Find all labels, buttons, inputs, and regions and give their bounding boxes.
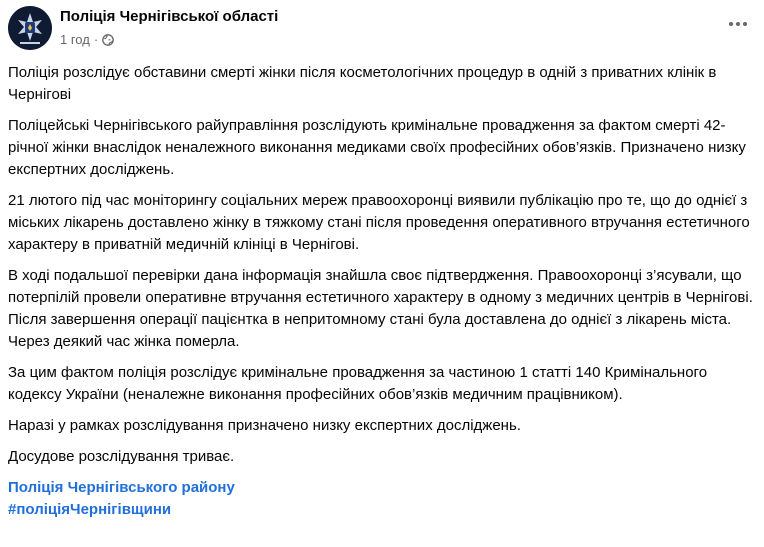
more-options-button[interactable] xyxy=(724,14,752,34)
police-emblem-icon xyxy=(8,6,52,50)
post-paragraph: В ході подальшої перевірки дана інформація знайшла своє підтвердження. Правоохоронці з’ясували, що потерпілій провели оперативне втручання естетичного характеру в одному з медичних центрів в Чернігові. Після завершення операції пацієнтка в непритомному стані була доставлена до однієї з лікарень міста. Через деякий час жінка померла. xyxy=(8,267,753,350)
post-paragraph: 21 лютого під час моніторингу соціальних мереж правоохоронці виявили публікацію про те, що до однієї з міських лікарень доставлено жінку в тяжкому стані після проведення оперативного втручання естетичного характеру в приватній медичній клініці в Чернігові. xyxy=(8,192,750,253)
more-dot xyxy=(729,22,733,26)
post-headline: Поліція розслідує обставини смерті жінки після косметологічних процедур в одній з приватних клінік в Чернігові xyxy=(8,64,717,103)
post-paragraph: Досудове розслідування триває. xyxy=(8,448,235,465)
more-dot xyxy=(736,22,740,26)
globe-icon[interactable] xyxy=(102,34,114,46)
page-name-link[interactable]: Поліція Чернігівської області xyxy=(60,8,279,25)
post-body xyxy=(8,62,758,521)
post-header xyxy=(8,6,756,54)
more-dot xyxy=(743,22,747,26)
post-time-link[interactable]: 1 год xyxy=(60,32,90,47)
post-meta xyxy=(60,32,114,47)
district-page-link[interactable]: Поліція Чернігівського району xyxy=(8,479,235,496)
avatar[interactable] xyxy=(8,6,52,50)
post-paragraph: Поліцейські Чернігівського райуправління розслідують кримінальне провадження за фактом смерті 42-річної жінки внаслідок неналежного виконання медиками своїх професійних обов’язків. Призначено низку експертних досліджень. xyxy=(8,117,746,178)
hashtag-link[interactable]: #поліціяЧернігівщини xyxy=(8,501,172,518)
post-paragraph: Наразі у рамках розслідування призначено низку експертних досліджень. xyxy=(8,417,521,434)
post-paragraph: За цим фактом поліція розслідує кримінальне провадження за частиною 1 статті 140 Кримінального кодексу України (неналежне виконання професійних обов’язків медичним працівником). xyxy=(8,364,708,403)
meta-separator: · xyxy=(93,32,99,47)
